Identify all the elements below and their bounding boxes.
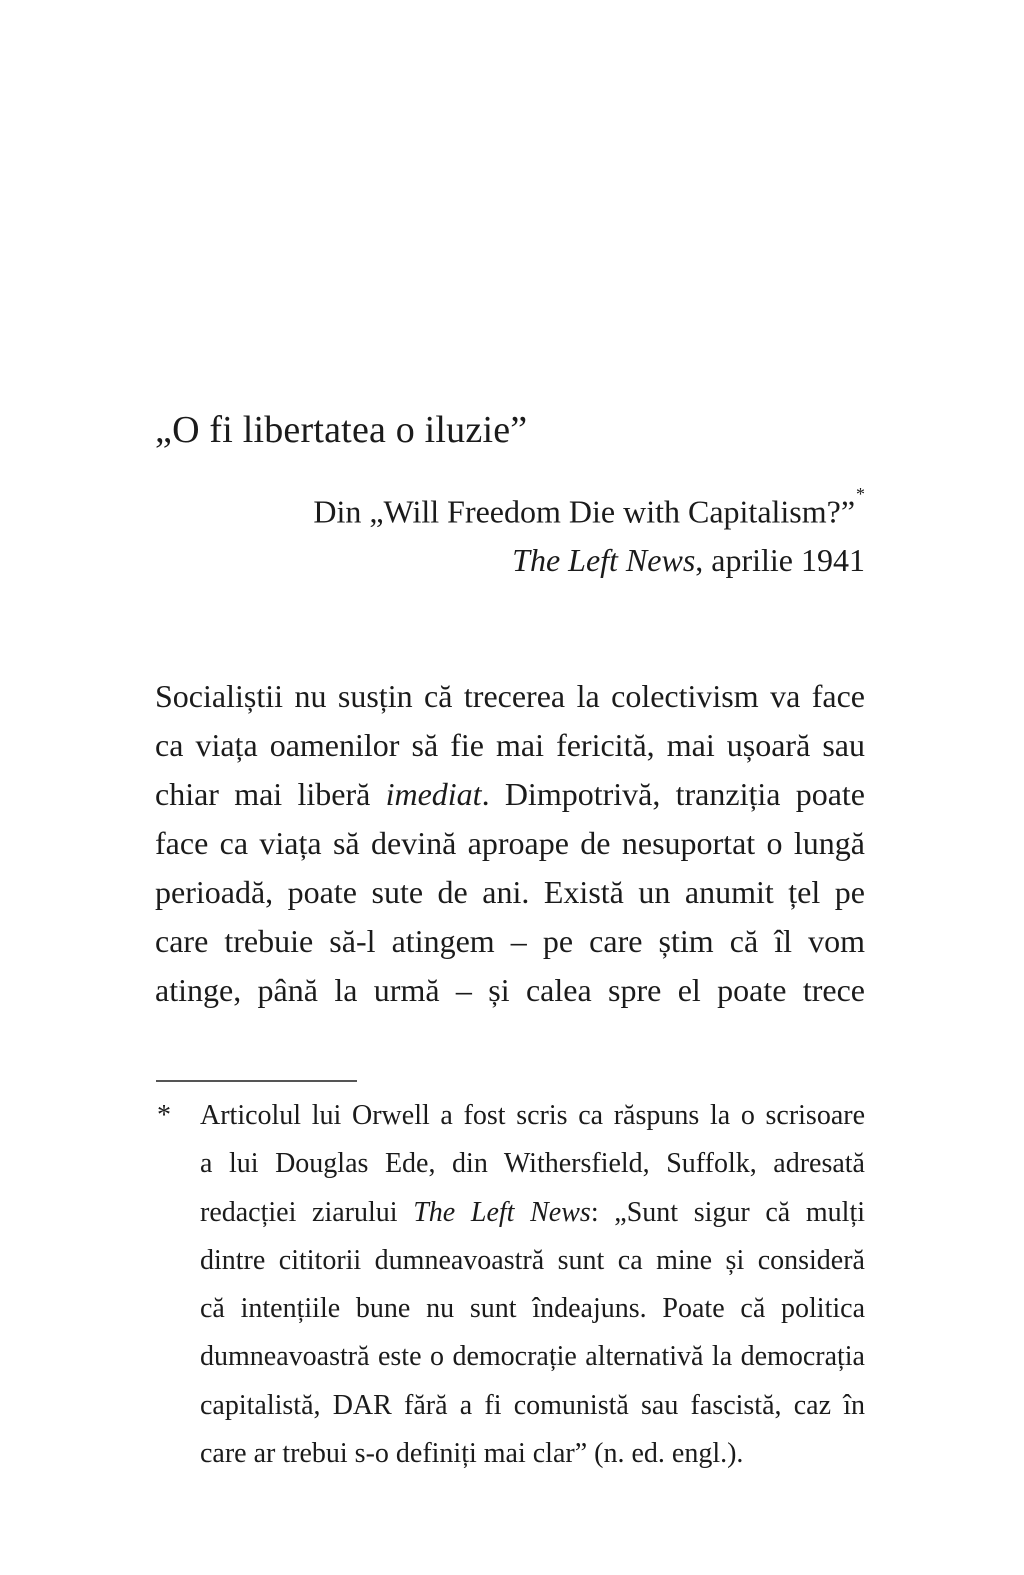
footnote-line [200, 1189, 865, 1237]
footnote-line: care ar trebui s-o definiți mai clar” (n. ed. engl.). [200, 1438, 744, 1470]
body-line [155, 770, 865, 819]
footnote-reference-marker: * [856, 483, 865, 504]
footnote-line-italic-segment: The Left News [413, 1196, 591, 1228]
footnote-line: dumneavoastră este o democrație alternativă la democrația [200, 1341, 865, 1373]
footnote-line: că intențiile bune nu sunt îndeajuns. Poate că politica [200, 1293, 865, 1325]
footnote-line: dintre cititorii dumneavoastră sunt ca mine și consideră [200, 1244, 865, 1276]
footnote-line: a lui Douglas Ede, din Withersfield, Suffolk, adresată [200, 1148, 865, 1180]
source-attribution [155, 481, 865, 584]
body-line: perioadă, poate sute de ani. Există un anumit țel pe [155, 874, 865, 910]
body-line-segment: . Dimpotrivă, tranziția poate [481, 776, 866, 812]
footnote-separator-rule [156, 1080, 357, 1082]
footnote-line-segment: : „Sunt sigur că mulți [590, 1196, 866, 1228]
body-line-segment: chiar mai liberă [155, 776, 386, 812]
footnote-line: capitalistă, DAR fără a fi comunistă sau fascistă, caz în [200, 1389, 865, 1421]
body-line: ca viața oamenilor să fie mai fericită, mai ușoară sau [155, 727, 865, 763]
chapter-title: „O fi libertatea o iluzie” [155, 409, 528, 451]
source-line-text: Din „Will Freedom Die with Capitalism?” [313, 493, 856, 530]
body-line: atinge, până la urmă – și calea spre el poate trece [155, 972, 865, 1008]
footnote [155, 1092, 865, 1478]
footnote-text [200, 1092, 865, 1478]
publication-date: , aprilie 1941 [695, 541, 865, 578]
footnote-line: Articolul lui Orwell a fost scris ca răspuns la o scrisoare [200, 1100, 865, 1131]
body-line: face ca viața să devină aproape de nesuportat o lungă [155, 825, 865, 861]
footnote-line-segment: redacției ziarului [200, 1196, 414, 1228]
body-line: care trebuie să-l atingem – pe care știm că îl vom [155, 923, 865, 959]
publication-title: The Left News [512, 541, 696, 578]
body-line-italic-segment: imediat [385, 776, 482, 812]
footnote-marker: * [157, 1100, 171, 1131]
publication-line [155, 536, 865, 584]
source-line [155, 481, 865, 536]
body-paragraph [155, 672, 865, 1015]
body-line: Socialiștii nu susțin că trecerea la colectivism va face [155, 678, 865, 714]
